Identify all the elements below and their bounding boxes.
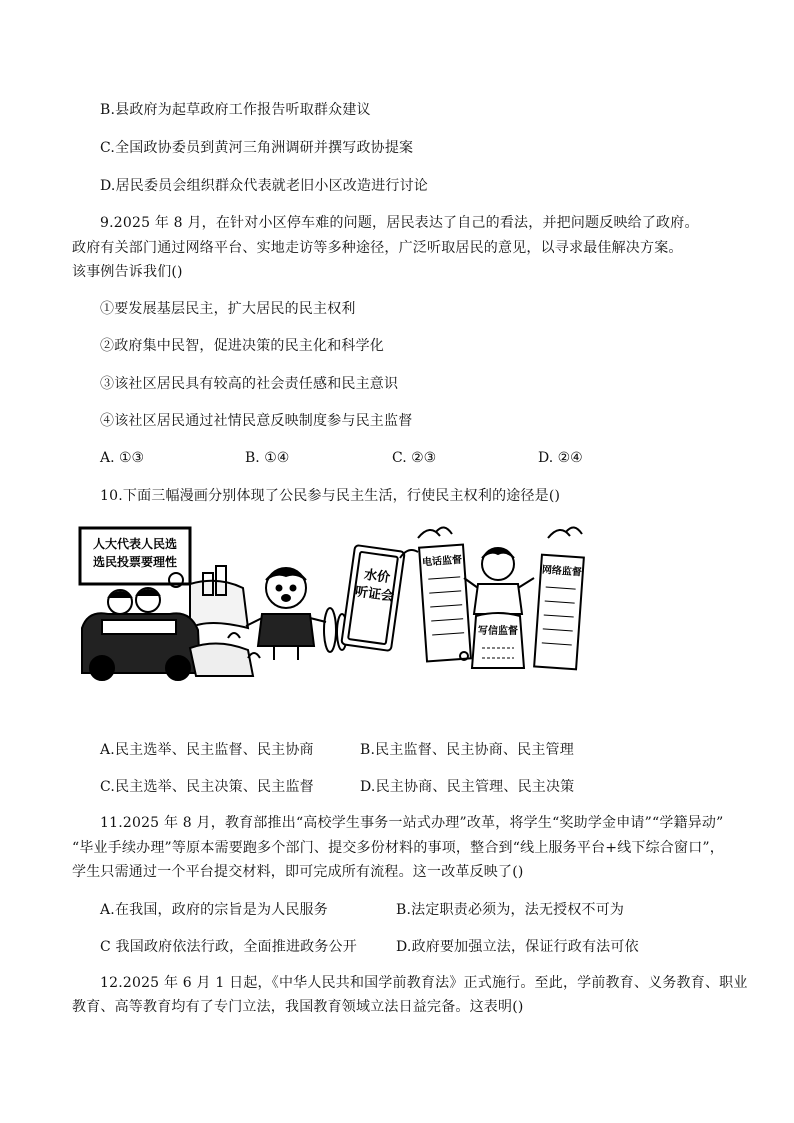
q10-choice-c: C.民主选举、民主决策、民主监督 — [100, 779, 314, 795]
q9-choice-c: C. ②③ — [392, 450, 437, 466]
q11-choice-d: D.政府要加强立法，保证行政有法可依 — [396, 939, 639, 955]
q9-statement-2: ②政府集中民智，促进决策的民主化和科学化 — [100, 338, 384, 354]
hearing-sign-line-2: 听证会 — [354, 584, 395, 605]
q8-option-b: B.县政府为起草政府工作报告听取群众建议 — [100, 102, 371, 118]
hearing-sign-line-1: 水价 — [363, 567, 391, 587]
q9-stem-line-1: 9.2025 年 8 月，在针对小区停车难的问题，居民表达了自己的看法，并把问题反映给了政府。 — [100, 215, 699, 231]
q10-choice-d: D.民主协商、民主管理、民主决策 — [360, 779, 575, 795]
q9-statement-3: ③该社区居民具有较高的社会责任感和民主意识 — [100, 376, 399, 392]
q11-choice-c: C 我国政府依法行政，全面推进政务公开 — [100, 939, 357, 955]
election-sign-line-2: 选民投票要理性 — [92, 555, 178, 569]
q11-stem-line-3: 学生只需通过一个平台提交材料，即可完成所有流程。这一改革反映了() — [72, 864, 524, 880]
q11-choice-a: A.在我国，政府的宗旨是为人民服务 — [100, 902, 328, 918]
q12-stem-line-2: 教育、高等教育均有了专门立法，我国教育领域立法日益完备。这表明() — [72, 999, 524, 1015]
q9-choice-d: D. ②④ — [538, 450, 583, 466]
q10-stem: 10.下面三幅漫画分别体现了公民参与民主生活，行使民主权利的途径是() — [100, 488, 561, 504]
q10-choice-a: A.民主选举、民主监督、民主协商 — [100, 742, 314, 758]
q9-choice-b: B. ①④ — [245, 450, 290, 466]
q8-option-d: D.居民委员会组织群众代表就老旧小区改造进行讨论 — [100, 178, 428, 194]
q12-stem-line-1: 12.2025 年 6 月 1 日起，《中华人民共和国学前教育法》正式施行。至此，学前教育、义务教育、职业 — [100, 975, 748, 991]
q11-stem-line-1: 11.2025 年 8 月，教育部推出“高校学生事务一站式办理”改革，将学生“奖助学金申请”“学籍异动” — [100, 815, 724, 831]
q11-stem-line-2: “毕业手续办理”等原本需要跑多个部门、提交多份材料的事项，整合到“线上服务平台+线下综合窗口”， — [72, 840, 724, 856]
cartoon-hearing — [246, 545, 418, 660]
q10-cartoons — [78, 518, 598, 688]
q9-choice-a: A. ①③ — [100, 450, 145, 466]
q9-stem-line-3: 该事例告诉我们() — [72, 264, 183, 280]
election-sign-line-1: 人大代表人民选 — [92, 537, 178, 551]
letter-supervision-label: 写信监督 — [478, 626, 518, 637]
cartoon-election — [80, 528, 253, 680]
q10-choice-b: B.民主监督、民主协商、民主管理 — [360, 742, 574, 758]
online-supervision-label: 网络监督 — [541, 564, 583, 579]
q9-stem-line-2: 政府有关部门通过网络平台、实地走访等多种途径，广泛听取居民的意见，以寻求最佳解决方案。 — [72, 240, 683, 256]
q11-choice-b: B.法定职责必须为，法无授权不可为 — [396, 902, 625, 918]
q8-option-c: C.全国政协委员到黄河三角洲调研并撰写政协提案 — [100, 140, 414, 156]
q9-statement-4: ④该社区居民通过社情民意反映制度参与民主监督 — [100, 413, 413, 429]
cartoon-supervision — [418, 527, 584, 669]
q9-choices — [0, 448, 794, 468]
q9-statement-1: ①要发展基层民主，扩大居民的民主权利 — [100, 301, 356, 317]
letter-supervision-card — [472, 613, 524, 668]
phone-supervision-label: 电话监督 — [421, 554, 463, 569]
